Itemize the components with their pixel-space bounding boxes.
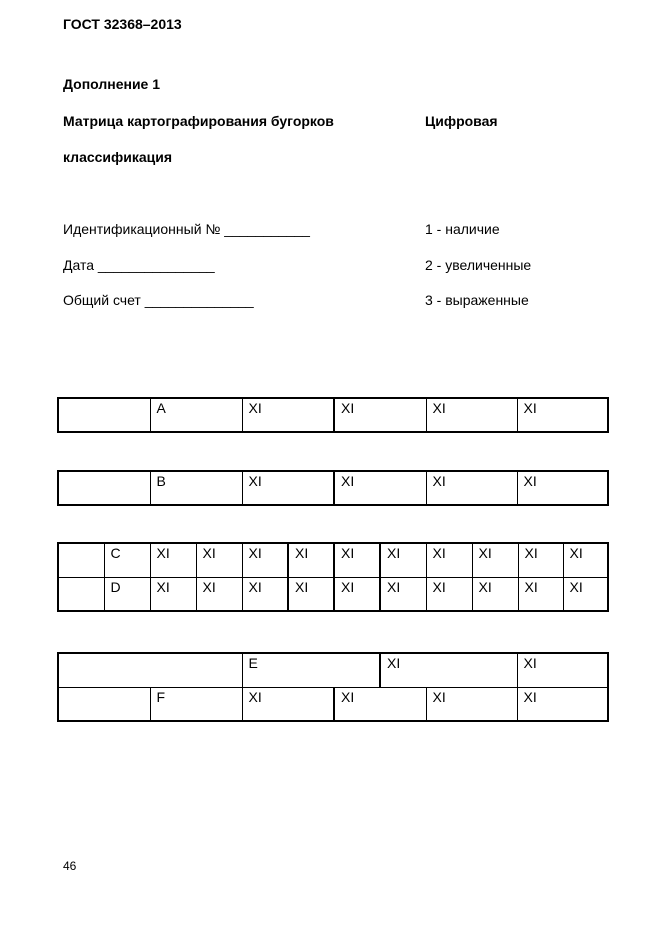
table-cell: XI: [380, 653, 517, 687]
matrix-title-continued: классификация: [63, 149, 173, 165]
table-cell-label: B: [150, 471, 242, 505]
table-cell-empty: [58, 653, 242, 687]
table-cell: XI: [242, 398, 334, 432]
matrix-table-cd: [57, 542, 609, 612]
page-number: 46: [63, 859, 77, 873]
table-cell: XI: [334, 398, 426, 432]
table-cell: XI: [334, 471, 426, 505]
table-cell: XI: [517, 471, 608, 505]
table-cell: XI: [426, 577, 472, 611]
table-cell: XI: [517, 687, 608, 721]
table-cell-label: E: [242, 653, 380, 687]
id-number-field: Идентификационный № ___________: [63, 221, 310, 237]
total-count-field: Общий счет ______________: [63, 292, 254, 308]
table-cell: XI: [426, 687, 517, 721]
matrix-table-ef: [57, 652, 609, 722]
legend-item-enlarged: 2 - увеличенные: [425, 257, 532, 273]
table-cell: XI: [518, 543, 563, 577]
table-cell-label: C: [104, 543, 150, 577]
table-cell: XI: [334, 543, 380, 577]
matrix-table-a: [57, 397, 609, 433]
table-cell: XI: [334, 577, 380, 611]
legend-item-presence: 1 - наличие: [425, 221, 500, 237]
table-row: [58, 577, 608, 611]
table-cell: XI: [196, 577, 242, 611]
table-cell: XI: [426, 543, 472, 577]
classification-type: Цифровая: [425, 113, 498, 129]
table-row: [58, 471, 608, 505]
table-row: [58, 398, 608, 432]
table-row: [58, 543, 608, 577]
appendix-title: Дополнение 1: [63, 76, 161, 92]
table-cell-label: A: [150, 398, 242, 432]
standard-header: ГОСТ 32368–2013: [63, 16, 182, 32]
table-cell: XI: [150, 543, 196, 577]
table-cell-label: D: [104, 577, 150, 611]
table-cell: XI: [563, 543, 608, 577]
table-row: [58, 687, 608, 721]
table-cell: XI: [288, 543, 334, 577]
table-cell: XI: [518, 577, 563, 611]
table-cell: XI: [517, 653, 608, 687]
table-cell: XI: [242, 471, 334, 505]
matrix-title: Матрица картографирования бугорков: [63, 113, 334, 129]
legend-item-pronounced: 3 - выраженные: [425, 292, 529, 308]
table-cell-empty: [58, 543, 104, 577]
table-cell-empty: [58, 687, 150, 721]
table-cell: XI: [380, 543, 426, 577]
table-row: [58, 653, 608, 687]
table-cell: XI: [426, 471, 517, 505]
date-field: Дата _______________: [63, 257, 215, 273]
table-cell: XI: [563, 577, 608, 611]
table-cell: XI: [472, 543, 518, 577]
table-cell-empty: [58, 398, 150, 432]
table-cell: XI: [150, 577, 196, 611]
matrix-table-b: [57, 470, 609, 506]
table-cell-empty: [58, 471, 150, 505]
table-cell: XI: [242, 687, 334, 721]
table-cell: XI: [472, 577, 518, 611]
table-cell: XI: [517, 398, 608, 432]
table-cell: XI: [242, 543, 288, 577]
table-cell: XI: [288, 577, 334, 611]
table-cell: XI: [380, 577, 426, 611]
table-cell: XI: [242, 577, 288, 611]
table-cell-label: F: [150, 687, 242, 721]
table-cell: XI: [196, 543, 242, 577]
table-cell: XI: [334, 687, 426, 721]
table-cell-empty: [58, 577, 104, 611]
table-cell: XI: [426, 398, 517, 432]
